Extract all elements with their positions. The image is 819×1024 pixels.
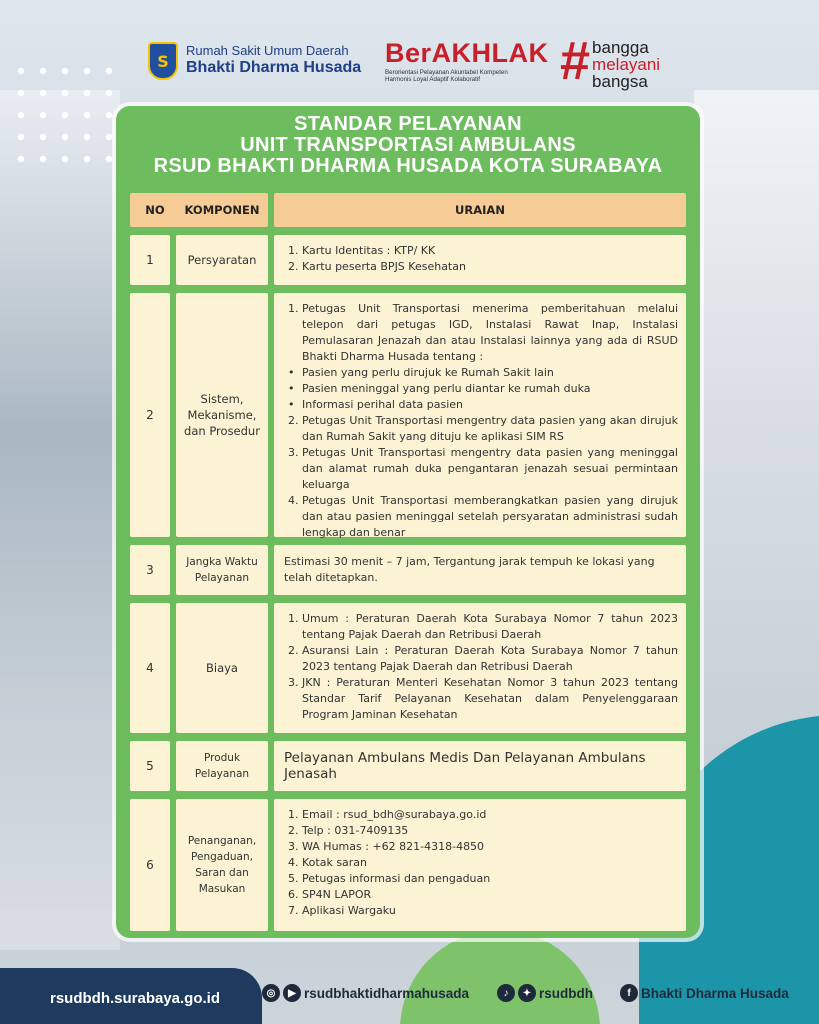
item-text: Petugas Unit Transportasi mengentry data pasien yang meninggal dan alamat rumah duka pengantaran jenazah sesuai permintaan keluarga bbox=[302, 446, 678, 491]
title-line3: RSUD BHAKTI DHARMA HUSADA KOTA SURABAYA bbox=[153, 155, 663, 177]
tiktok-twitter-handle[interactable] bbox=[497, 984, 593, 1002]
berakhlak-logo bbox=[385, 38, 549, 84]
hashtag-icon: # bbox=[560, 31, 591, 91]
uraian-item bbox=[288, 243, 678, 259]
page-title bbox=[116, 114, 700, 177]
item-marker: 1. bbox=[288, 244, 299, 257]
row-3-no: 3 bbox=[130, 545, 170, 595]
row-2-no: 2 bbox=[130, 293, 170, 537]
facebook-icon: f bbox=[620, 984, 638, 1002]
row-4-no: 4 bbox=[130, 603, 170, 733]
item-marker: 6. bbox=[288, 888, 299, 901]
header bbox=[0, 31, 819, 98]
uraian-item bbox=[288, 675, 678, 723]
uraian-item bbox=[288, 643, 678, 675]
header-komponen: KOMPONEN bbox=[176, 193, 268, 227]
hospital-logo bbox=[148, 42, 361, 80]
item-marker: 2. bbox=[288, 414, 299, 427]
hospital-name-line2: Bhakti Dharma Husada bbox=[186, 59, 362, 77]
bangsa-word: bangsa bbox=[592, 72, 648, 91]
header-uraian: URAIAN bbox=[274, 193, 686, 227]
item-marker: 4. bbox=[288, 856, 299, 869]
uraian-item bbox=[288, 445, 678, 493]
website-link[interactable]: rsudbdh.surabaya.go.id bbox=[49, 989, 221, 1007]
uraian-item bbox=[288, 871, 678, 887]
berakhlak-title: BerAKHLAK bbox=[385, 38, 549, 68]
row-1-komponen: Persyaratan bbox=[176, 235, 268, 285]
row-6-komponen: Penanganan, Pengaduan, Saran dan Masukan bbox=[176, 799, 268, 931]
row-4-uraian bbox=[274, 603, 686, 733]
uraian-item bbox=[288, 855, 678, 871]
item-text: JKN : Peraturan Menteri Kesehatan Nomor 3 tahun 2023 tentang Standar Tarif Pelayanan Kesehatan dalam Penyelenggaraan Program Jaminan Kesehatan bbox=[302, 676, 678, 721]
item-marker: 3. bbox=[288, 676, 299, 689]
uraian-item bbox=[288, 823, 678, 839]
row-1-no: 1 bbox=[130, 235, 170, 285]
row-6-uraian bbox=[274, 799, 686, 931]
tiktok-icon: ♪ bbox=[497, 984, 515, 1002]
item-marker: • bbox=[288, 398, 295, 411]
youtube-icon: ▶ bbox=[283, 984, 301, 1002]
bangga-melayani-bangsa-logo bbox=[560, 31, 661, 91]
item-marker: • bbox=[288, 366, 295, 379]
surabaya-emblem-icon: S bbox=[148, 42, 178, 80]
row-5-komponen: Produk Pelayanan bbox=[176, 741, 268, 791]
item-marker: 1. bbox=[288, 612, 299, 625]
item-marker: 5. bbox=[288, 872, 299, 885]
instagram-icon: ◎ bbox=[262, 984, 280, 1002]
berakhlak-subtitle-2: Harmonis Loyal Adaptif Kolaboratif bbox=[385, 76, 480, 84]
item-text: Pasien meninggal yang perlu diantar ke rumah duka bbox=[302, 382, 591, 395]
uraian-item bbox=[288, 807, 678, 823]
item-text: Petugas Unit Transportasi mengentry data pasien yang akan dirujuk dan Rumah Sakit yang dituju ke aplikasi SIM RS bbox=[302, 414, 678, 443]
uraian-item bbox=[288, 365, 678, 381]
item-marker: 1. bbox=[288, 808, 299, 821]
item-marker: 7. bbox=[288, 904, 299, 917]
item-text: Kotak saran bbox=[302, 856, 368, 869]
item-text: Umum : Peraturan Daerah Kota Surabaya Nomor 7 tahun 2023 tentang Pajak Daerah dan Retribusi Daerah bbox=[302, 612, 678, 641]
row-4-komponen: Biaya bbox=[176, 603, 268, 733]
instagram-youtube-handle[interactable] bbox=[262, 984, 469, 1002]
item-text: Telp : 031-7409135 bbox=[302, 824, 409, 837]
item-text: Petugas Unit Transportasi menerima pemberitahuan melalui telepon dari petugas IGD, Instalasi Rawat Inap, Instalasi Pemulasaran Jenazah dan atau Instalasi lainnya yang ada di RSUD Bhakti Dharma Husada tentang : bbox=[302, 302, 678, 363]
title-line2: UNIT TRANSPORTASI AMBULANS bbox=[240, 134, 576, 156]
item-marker: 3. bbox=[288, 840, 299, 853]
row-6-no: 6 bbox=[130, 799, 170, 931]
uraian-item bbox=[288, 903, 678, 919]
item-text: Informasi perihal data pasien bbox=[302, 398, 464, 411]
uraian-item bbox=[288, 259, 678, 275]
row-5-no: 5 bbox=[130, 741, 170, 791]
uraian-item bbox=[288, 301, 678, 365]
facebook-handle[interactable] bbox=[620, 984, 789, 1002]
row-1-uraian bbox=[274, 235, 686, 285]
row-3-komponen: Jangka Waktu Pelayanan bbox=[176, 545, 268, 595]
item-text: Petugas informasi dan pengaduan bbox=[302, 872, 491, 885]
row-2-komponen: Sistem, Mekanisme, dan Prosedur bbox=[176, 293, 268, 537]
item-text: Kartu peserta BPJS Kesehatan bbox=[302, 260, 466, 273]
header-no: NO bbox=[130, 193, 180, 227]
item-text: Kartu Identitas : KTP/ KK bbox=[302, 244, 436, 257]
item-marker: 4. bbox=[288, 494, 299, 507]
uraian-item bbox=[288, 887, 678, 903]
item-marker: 2. bbox=[288, 644, 299, 657]
uraian-item bbox=[288, 413, 678, 445]
item-text: WA Humas : +62 821-4318-4850 bbox=[302, 840, 485, 853]
title-line1: STANDAR PELAYANAN bbox=[294, 113, 522, 135]
facebook-text: Bhakti Dharma Husada bbox=[641, 985, 789, 1001]
instagram-youtube-text: rsudbhaktidharmahusada bbox=[304, 985, 470, 1001]
item-marker: 2. bbox=[288, 824, 299, 837]
item-text: Asuransi Lain : Peraturan Daerah Kota Surabaya Nomor 7 tahun 2023 tentang Pajak Daerah dan Retribusi Daerah bbox=[302, 644, 678, 673]
uraian-item bbox=[288, 839, 678, 855]
item-text: Petugas Unit Transportasi memberangkatkan pasien yang dirujuk dan atau pasien meninggal setelah persyaratan administrasi sudah lengkap dan benar bbox=[302, 494, 678, 539]
service-standard-card bbox=[116, 106, 700, 938]
item-text: Pasien yang perlu dirujuk ke Rumah Sakit lain bbox=[302, 366, 554, 379]
item-marker: 1. bbox=[288, 302, 299, 315]
melayani-word: melayani bbox=[592, 55, 661, 74]
berakhlak-subtitle-1: Berorientasi Pelayanan Akuntabel Kompeten bbox=[385, 69, 508, 76]
item-text: Aplikasi Wargaku bbox=[302, 904, 396, 917]
hospital-name-line1: Rumah Sakit Umum Daerah bbox=[186, 43, 349, 59]
row-3-uraian: Estimasi 30 menit – 7 jam, Tergantung jarak tempuh ke lokasi yang telah ditetapkan. bbox=[274, 545, 686, 595]
uraian-item bbox=[288, 397, 678, 413]
background-photo-left bbox=[0, 90, 120, 950]
item-marker: 3. bbox=[288, 446, 299, 459]
website-pill[interactable] bbox=[0, 968, 262, 1024]
bangga-word: bangga bbox=[592, 38, 649, 57]
uraian-item bbox=[288, 611, 678, 643]
row-5-uraian: Pelayanan Ambulans Medis Dan Pelayanan Ambulans Jenasah bbox=[274, 741, 686, 791]
item-marker: • bbox=[288, 382, 295, 395]
tiktok-twitter-text: rsudbdh bbox=[539, 985, 593, 1001]
uraian-item bbox=[288, 493, 678, 541]
item-marker: 2. bbox=[288, 260, 299, 273]
row-2-uraian bbox=[274, 293, 686, 537]
green-decoration bbox=[400, 930, 600, 1024]
item-text: SP4N LAPOR bbox=[302, 888, 372, 901]
twitter-icon: ✦ bbox=[518, 984, 536, 1002]
uraian-item bbox=[288, 381, 678, 397]
item-text: Email : rsud_bdh@surabaya.go.id bbox=[302, 808, 487, 821]
